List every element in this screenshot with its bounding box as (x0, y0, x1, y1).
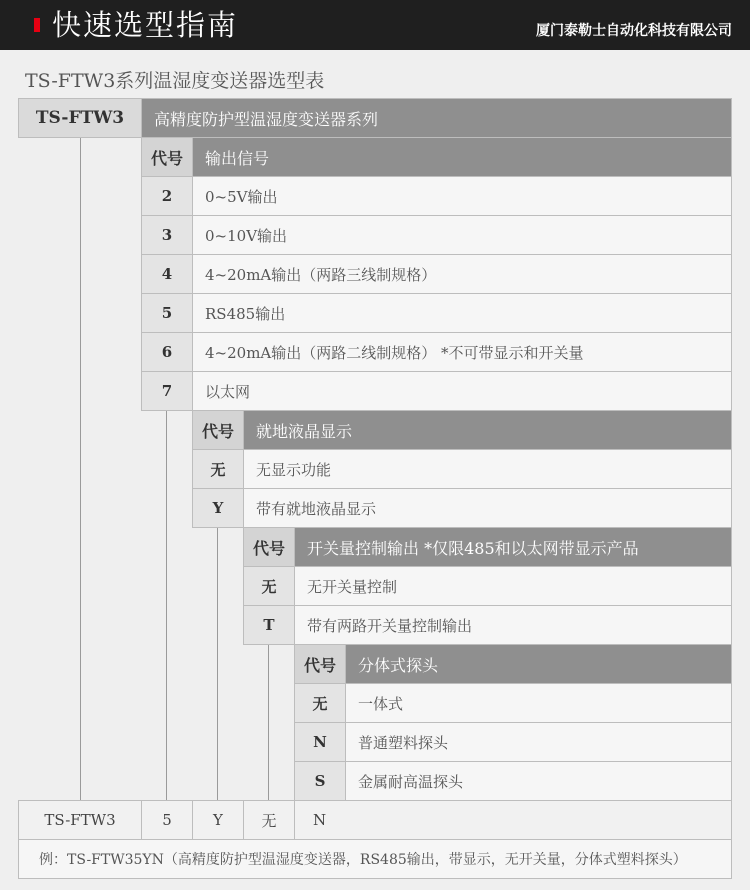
probe-desc-cell: 普通塑料探头 (345, 722, 732, 762)
result-output-cell: 5 (141, 800, 193, 840)
result-display-cell: Y (192, 800, 244, 840)
output-code-cell: 4 (141, 254, 193, 294)
table-subtitle: TS-FTW3系列温湿度变送器选型表 (25, 70, 325, 92)
probe-desc-cell: 一体式 (345, 683, 732, 723)
probe-code-cell: N (294, 722, 346, 762)
display-code-cell: 无 (192, 449, 244, 489)
sec4-title-header: 分体式探头 (345, 644, 732, 684)
model-code-cell (18, 98, 142, 138)
output-desc-cell: 0~10V输出 (192, 215, 732, 255)
result-model-cell: TS-FTW3 (18, 800, 142, 840)
switch-code-cell: T (243, 605, 295, 645)
output-code-cell: 7 (141, 371, 193, 411)
probe-desc-cell: 金属耐高温探头 (345, 761, 732, 801)
display-desc-cell: 无显示功能 (243, 449, 732, 489)
result-probe-cell: N (294, 800, 732, 840)
display-desc-cell: 带有就地液晶显示 (243, 488, 732, 528)
connector-line-output (166, 410, 167, 801)
connector-line-switch (268, 644, 269, 801)
output-code-cell: 5 (141, 293, 193, 333)
switch-code-cell: 无 (243, 566, 295, 606)
output-code-cell: 6 (141, 332, 193, 372)
output-desc-cell: 以太网 (192, 371, 732, 411)
output-desc-cell: RS485输出 (192, 293, 732, 333)
sec2-code-header: 代号 (192, 410, 244, 450)
switch-desc-cell: 带有两路开关量控制输出 (294, 605, 732, 645)
sec3-code-header: 代号 (243, 527, 295, 567)
model-name-cell (141, 98, 732, 138)
header-bar (0, 0, 750, 50)
company-name: 厦门泰勒士自动化科技有限公司 (536, 23, 732, 39)
switch-desc-cell: 无开关量控制 (294, 566, 732, 606)
page-title: 快速选型指南 (52, 8, 239, 42)
output-desc-cell: 4~20mA输出（两路二线制规格） *不可带显示和开关量 (192, 332, 732, 372)
output-code-cell: 3 (141, 215, 193, 255)
sec4-code-header: 代号 (294, 644, 346, 684)
model-code: TS-FTW3 (35, 108, 125, 128)
sec3-title-header: 开关量控制输出 *仅限485和以太网带显示产品 (294, 527, 732, 567)
display-code-cell: Y (192, 488, 244, 528)
connector-line-display (217, 527, 218, 801)
sec1-code-header: 代号 (141, 137, 193, 177)
result-switch-cell: 无 (243, 800, 295, 840)
probe-code-cell: 无 (294, 683, 346, 723)
output-desc-cell: 4~20mA输出（两路三线制规格） (192, 254, 732, 294)
model-name: 高精度防护型温湿度变送器系列 (154, 109, 379, 129)
probe-code-cell: S (294, 761, 346, 801)
output-desc-cell: 0~5V输出 (192, 176, 732, 216)
sec1-title-header: 输出信号 (192, 137, 732, 177)
connector-line-model (80, 137, 81, 801)
example-note: 例：TS-FTW35YN（高精度防护型温湿度变送器，RS485输出，带显示，无开关量，分体式塑料探头） (18, 839, 732, 879)
output-code-cell: 2 (141, 176, 193, 216)
red-marker (34, 18, 40, 32)
sec2-title-header: 就地液晶显示 (243, 410, 732, 450)
